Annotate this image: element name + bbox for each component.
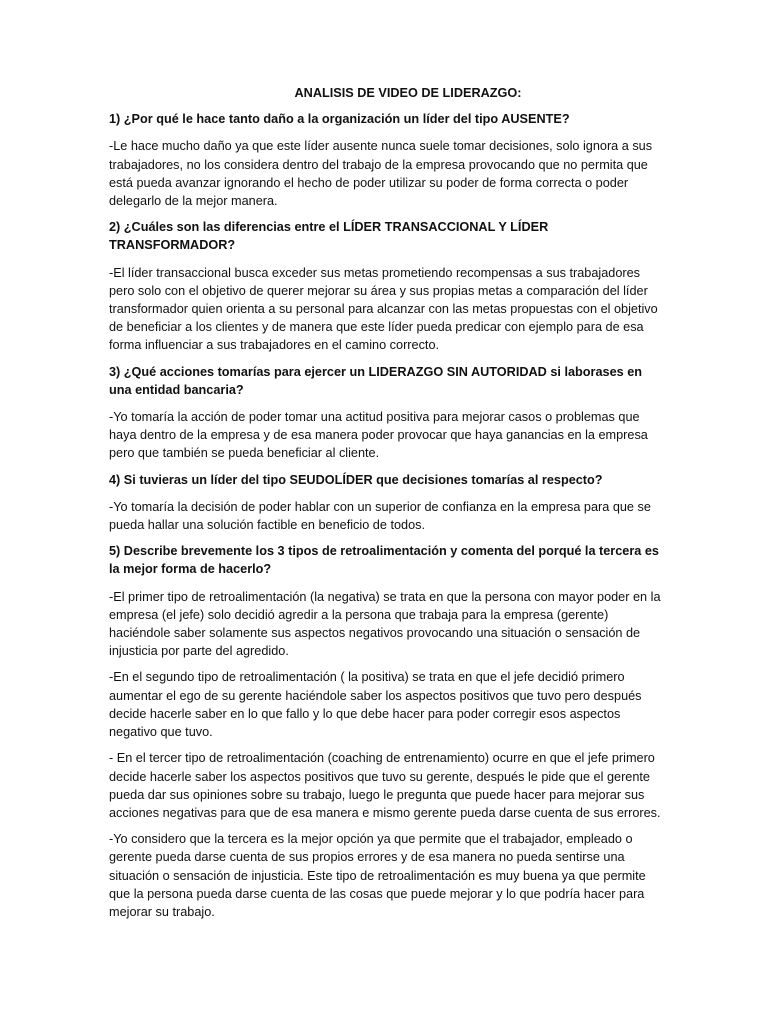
section-3 [109,363,667,463]
section-5 [109,542,667,921]
question-1: 1) ¿Por qué le hace tanto daño a la organización un líder del tipo AUSENTE? [109,112,570,127]
question-2: 2) ¿Cuáles son las diferencias entre el LÍDER TRANSACCIONAL Y LÍDER TRANSFORMADOR? [109,220,549,253]
section-1 [109,110,667,210]
answer-3: -Yo tomaría la acción de poder tomar una actitud positiva para mejorar casos o problemas que haya dentro de la empresa y de esa manera poder provocar que haya ganancias en la empresa pero que también se pueda beneficiar al cliente. [109,410,648,461]
document-page [109,84,667,929]
answer-2: -El líder transaccional busca exceder sus metas prometiendo recompensas a sus trabajadores pero solo con el objetivo de querer mejorar su área y sus propias metas a comparación del líder transformador quien orienta a su personal para alcanzar con las metas propuestas con el objetivo de beneficiar a los clientes y de manera que este líder pueda predicar con ejemplo para de esa forma influenciar a sus trabajadores en el camino correcto. [109,265,658,353]
document-title: ANALISIS DE VIDEO DE LIDERAZGO: [294,86,522,100]
question-5: 5) Describe brevemente los 3 tipos de retroalimentación y comenta del porqué la tercera es la mejor forma de hacerlo? [109,544,659,577]
section-4 [109,471,667,535]
question-3: 3) ¿Qué acciones tomarías para ejercer un LIDERAZGO SIN AUTORIDAD si laborases en una entidad bancaria? [109,364,643,397]
answer-1: -Le hace mucho daño ya que este líder ausente nunca suele tomar decisiones, solo ignora a sus trabajadores, no los considera dentro del trabajo de la empresa provocando que no permita que está pueda avanzar ignorando el hecho de poder utilizar su poder de forma correcta o poder delegarlo de la mejor manera. [109,139,653,209]
question-4: 4) Si tuvieras un líder del tipo SEUDOLÍDER que decisiones tomarías al respecto? [109,472,603,487]
answer-4: -Yo tomaría la decisión de poder hablar con un superior de confianza en la empresa para que se pueda hallar una solución factible en beneficio de todos. [109,499,651,533]
answer-5d: -Yo considero que la tercera es la mejor opción ya que permite que el trabajador, empleado o gerente pueda darse cuenta de sus propios errores y de esa manera no pueda sentirse una situación o sensación de injusticia. Este tipo de retroalimentación es muy buena ya que permite que la persona pueda darse cuenta de las cosas que puede mejorar y lo que podría hacer para mejorar su trabajo. [109,832,646,919]
answer-5c: - En el tercer tipo de retroalimentación (coaching de entrenamiento) ocurre en que el jefe primero decide hacerle saber los aspectos positivos que tuvo su gerente, después le pide que el gerente pueda dar sus opiniones sobre su trabajo, luego le pregunta que puede hacer para mejorar sus acciones negativas para que de esa manera e mismo gerente pueda darse cuenta de sus errores. [109,751,661,820]
section-2 [109,218,667,354]
answer-5b: -En el segundo tipo de retroalimentación ( la positiva) se trata en que el jefe decidió primero aumentar el ego de su gerente haciéndole saber los aspectos positivos que tuvo pero después decide hacerle saber en lo que fallo y lo que debe hacer para poder corregir esos aspectos negativo que tuvo. [109,670,642,740]
answer-5a: -El primer tipo de retroalimentación (la negativa) se trata en que la persona con mayor poder en la empresa (el jefe) solo decidió agredir a la persona que trabaja para la empresa (gerente) haciéndole saber solamente sus aspectos negativos provocando una situación o sensación de injusticia por parte del agredido. [109,589,661,659]
